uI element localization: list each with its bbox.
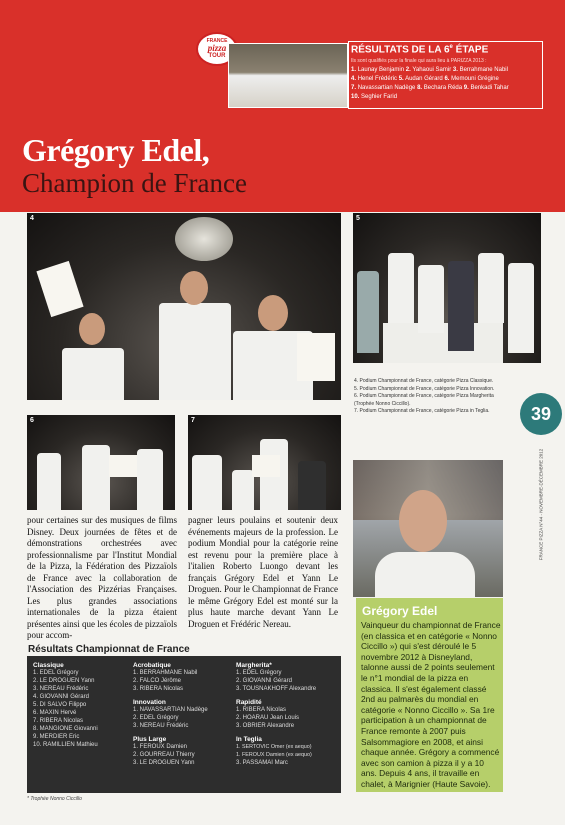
results-title: RÉSULTATS DE LA 6e ÉTAPE [351, 44, 489, 56]
france-pizza-tour-logo: FRANCE pizza TOUR [196, 32, 238, 66]
results-list: 1. Launay Benjamin 2. Yahaoui Samir 3. Berrahmane Nabil 4. Henel Frédéric 5. Audan Gérard 6. Memouni Grégine 7. Navassartian Nadège 8. Bechara Réda 9. Benkadi Tahar 10. Seghier Farid [351, 67, 509, 100]
photo-podium-classique: 4 [27, 213, 341, 400]
results-table-title: Résultats Championnat de France [28, 644, 190, 655]
margherita-rapidite-teglia-column: Margherita* 1. EDEL Grégory 2. GIOVANNI Gérard 3. TOUSNAKHOFF Alexandre Rapidité 1. RIBERA Nicolas 2. HOARAU Jean Louis 3. OBRIER Alexandre In Teglia 1. SERTOVIC Omer (ex aequo) 1. FEROUX Damien (ex aequo) 3. PASSAMAI Marc [236, 662, 317, 766]
classique-column: Classique 1. EDEL Grégory 2. LE DROGUEN Yann 3. NEREAU Frédéric 4. GIOVANNI Gérard 5. DI SALVO Filippo 6. MAXIN Hervé 7. RIBERA Nicolas 8. MANGIONE Giovanni 9. MERDIER Eric 10. RAMILLIEN Mathieu [33, 662, 98, 748]
article-subtitle: Champion de France [22, 168, 247, 198]
article-title: Grégory Edel, [22, 132, 210, 168]
results-subtitle: Ils sont qualifiés pour la finale qui aura lieu à PARIZZA 2013 : [351, 58, 487, 64]
champion-bio: Vainqueur du championnat de France (en classica et en catégorie « Nonno Ciccillo ») qui s'est déroulé le 5 novembre 2012 à Disneyland, talonne aussi de 2 points seulement le n°1 mondial de la pizza en classica. Il s'est également classé 2nd au palmarès du mondial en catégorie « Nonno Ciccillo ». Sa 1re participation à un championnat de France remonte à 2007 puis Salsommagiore en 2008, et ainsi chaque année. Grégory a commencé avec son camion à pizza il y a 10 ans. Depuis 4 ans, il travaille en chalet, à Marignier (Haute Savoie). [361, 620, 501, 789]
acrobatique-innovation-pluslarge-column: Acrobatique 1. BERRAHMANE Nabil 2. FALCO Jérôme 3. RIBERA Nicolas Innovation 1. NAVASSARTIAN Nadège 2. EDEL Grégory 3. NEREAU Frédéric Plus Large 1. FEROUX Damien 2. GOURREAU Thierry 3. LE DROGUEN Yann [133, 662, 208, 766]
photo-podium-teglia: 7 [188, 415, 341, 510]
page-number: 39 [520, 393, 562, 435]
photo-podium-innovation: 5 [353, 213, 541, 363]
group-photo [228, 43, 348, 108]
article-column-1: pour certaines sur des musiques de films Disney. Deux journées de fêtes et de démonstrations orchestrées avec professionnalisme par l'Institut Mondial de la Pizza, la Fédération des Pizzaïols de France avec la collaboration de l'Association des Pizzérias Françaises. Les plus grandes associations internationales de la pizza étaient présentes ainsi que les écoles de pizzaïols pour accom- [27, 515, 177, 640]
champion-photo [353, 460, 503, 597]
article-column-2: pagner leurs poulains et soutenir deux événements majeurs de la profession. Le podium Mondial pour la catégorie reine est revenu pour la première place à l'italien Roberto Luongo devant les français Grégory Edel et Yann Le Droguen. Pour le Championnat de France le même Grégory Edel est monté sur la plus haute marche devant Yann Le Droguen et Frédéric Nereau. [188, 515, 338, 629]
magazine-issue-label: FRANCE PIZZA N°44 - NOVEMBRE-DÉCEMBRE 2012 [538, 448, 544, 561]
photo-podium-margherita: 6 [27, 415, 175, 510]
champion-name: Grégory Edel [362, 604, 438, 618]
footnote: * Trophée Nonno Ciccillo [27, 796, 82, 802]
photo-captions: 4. Podium Championnat de France, catégorie Pizza Classique. 5. Podium Championnat de France, catégorie Pizza Innovation. 6. Podium Championnat de France, catégorie Pizza Margherita (Trophée Nonno Ciccillo). 7. Podium Championnat de France, catégorie Pizza in Teglia. [354, 378, 495, 414]
